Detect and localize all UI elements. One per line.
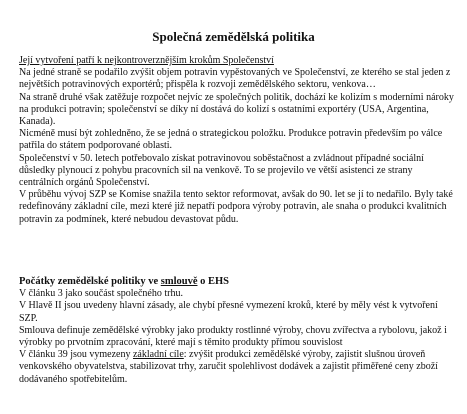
document-title: Společná zemědělská politika bbox=[152, 29, 315, 44]
section-1-paragraph-2: Na straně druhé však zatěžuje rozpočet nejvíc ze společných politik, dochází ke kolizím s moderními nároky na produkci potravin; společenství se díky ní dostává do kolizí s ostatními exportéry (USA, Argentina, Kanada). bbox=[19, 91, 454, 128]
section-1-paragraph-5: V průběhu vývoj SZP se Komise snažila tento sektor reformovat, avšak do 90. let se jí to nedařilo. Byly také redefinovány základní cíle, mezi které již nepatří podpora výroby potravin, ale snaha o produkci kvalitních potravin za podmínek, které nebudou devastovat půdu. bbox=[19, 189, 453, 225]
section-2-heading bbox=[19, 276, 455, 288]
section-1-heading: Její vytvoření patří k nejkontroverznějším krokům Společenství bbox=[19, 55, 274, 66]
section-1-paragraph-4: Společenství v 50. letech potřebovalo získat potravinovou soběstačnost a zvládnout případné sociální důsledky plynoucí z pohybu pracovních sil na venkově. To se projevilo ve větší asistenci ze strany centrálních orgánů Společenství. bbox=[19, 152, 424, 189]
section-2-paragraph-4-underlined: základní cíle bbox=[132, 349, 184, 361]
section-2 bbox=[19, 276, 455, 386]
section-2-paragraph-4 bbox=[19, 349, 455, 386]
section-2-paragraph-2: V Hlavě II jsou uvedeny hlavní zásady, ale chybí přesné vymezení kroků, které by měly vést k vytvoření SZP. bbox=[19, 300, 438, 324]
section-2-heading-underlined-word: smlouvě bbox=[160, 276, 198, 287]
section-1-paragraph-3: Nicméně musí být zohledněno, že se jedná o strategickou položku. Produkce potravin především po válce patřila do státem podporované oblasti. bbox=[19, 128, 443, 152]
section-2-paragraph-4-before: V článku 39 jsou vymezeny bbox=[19, 349, 133, 361]
section-2-heading-text: Počátky zemědělské politiky ve smlouvě o EHS bbox=[19, 276, 229, 287]
section-2-paragraph-1: V článku 3 jako součást společného trhu. bbox=[19, 288, 183, 300]
section-1 bbox=[19, 55, 455, 226]
section-2-paragraph-4-after: : zvýšit produkci zemědělské výroby, zajistit slušnou úroveň venkovského obyvatelstva, stabilizovat trhy, zaručit spolehlivost dodávek a zajistit přiměřené ceny zboží dodávaného spotřebitelům. bbox=[19, 349, 438, 385]
section-1-paragraph-1: Na jedné straně se podařilo zvýšit objem potravin vypěstovaných ve Společenství, ze kterého se stal jeden z největších potravinových exportérů; přispěla k rozvoji zemědělského sektoru, venkova… bbox=[19, 67, 451, 91]
section-2-paragraph-3: Smlouva definuje zemědělské výrobky jako produkty rostlinné výroby, chovu zvířectva a rybolovu, jakož i výrobky po prvotním zpracování, které mají s těmito produkty přímou souvislost bbox=[19, 324, 447, 349]
